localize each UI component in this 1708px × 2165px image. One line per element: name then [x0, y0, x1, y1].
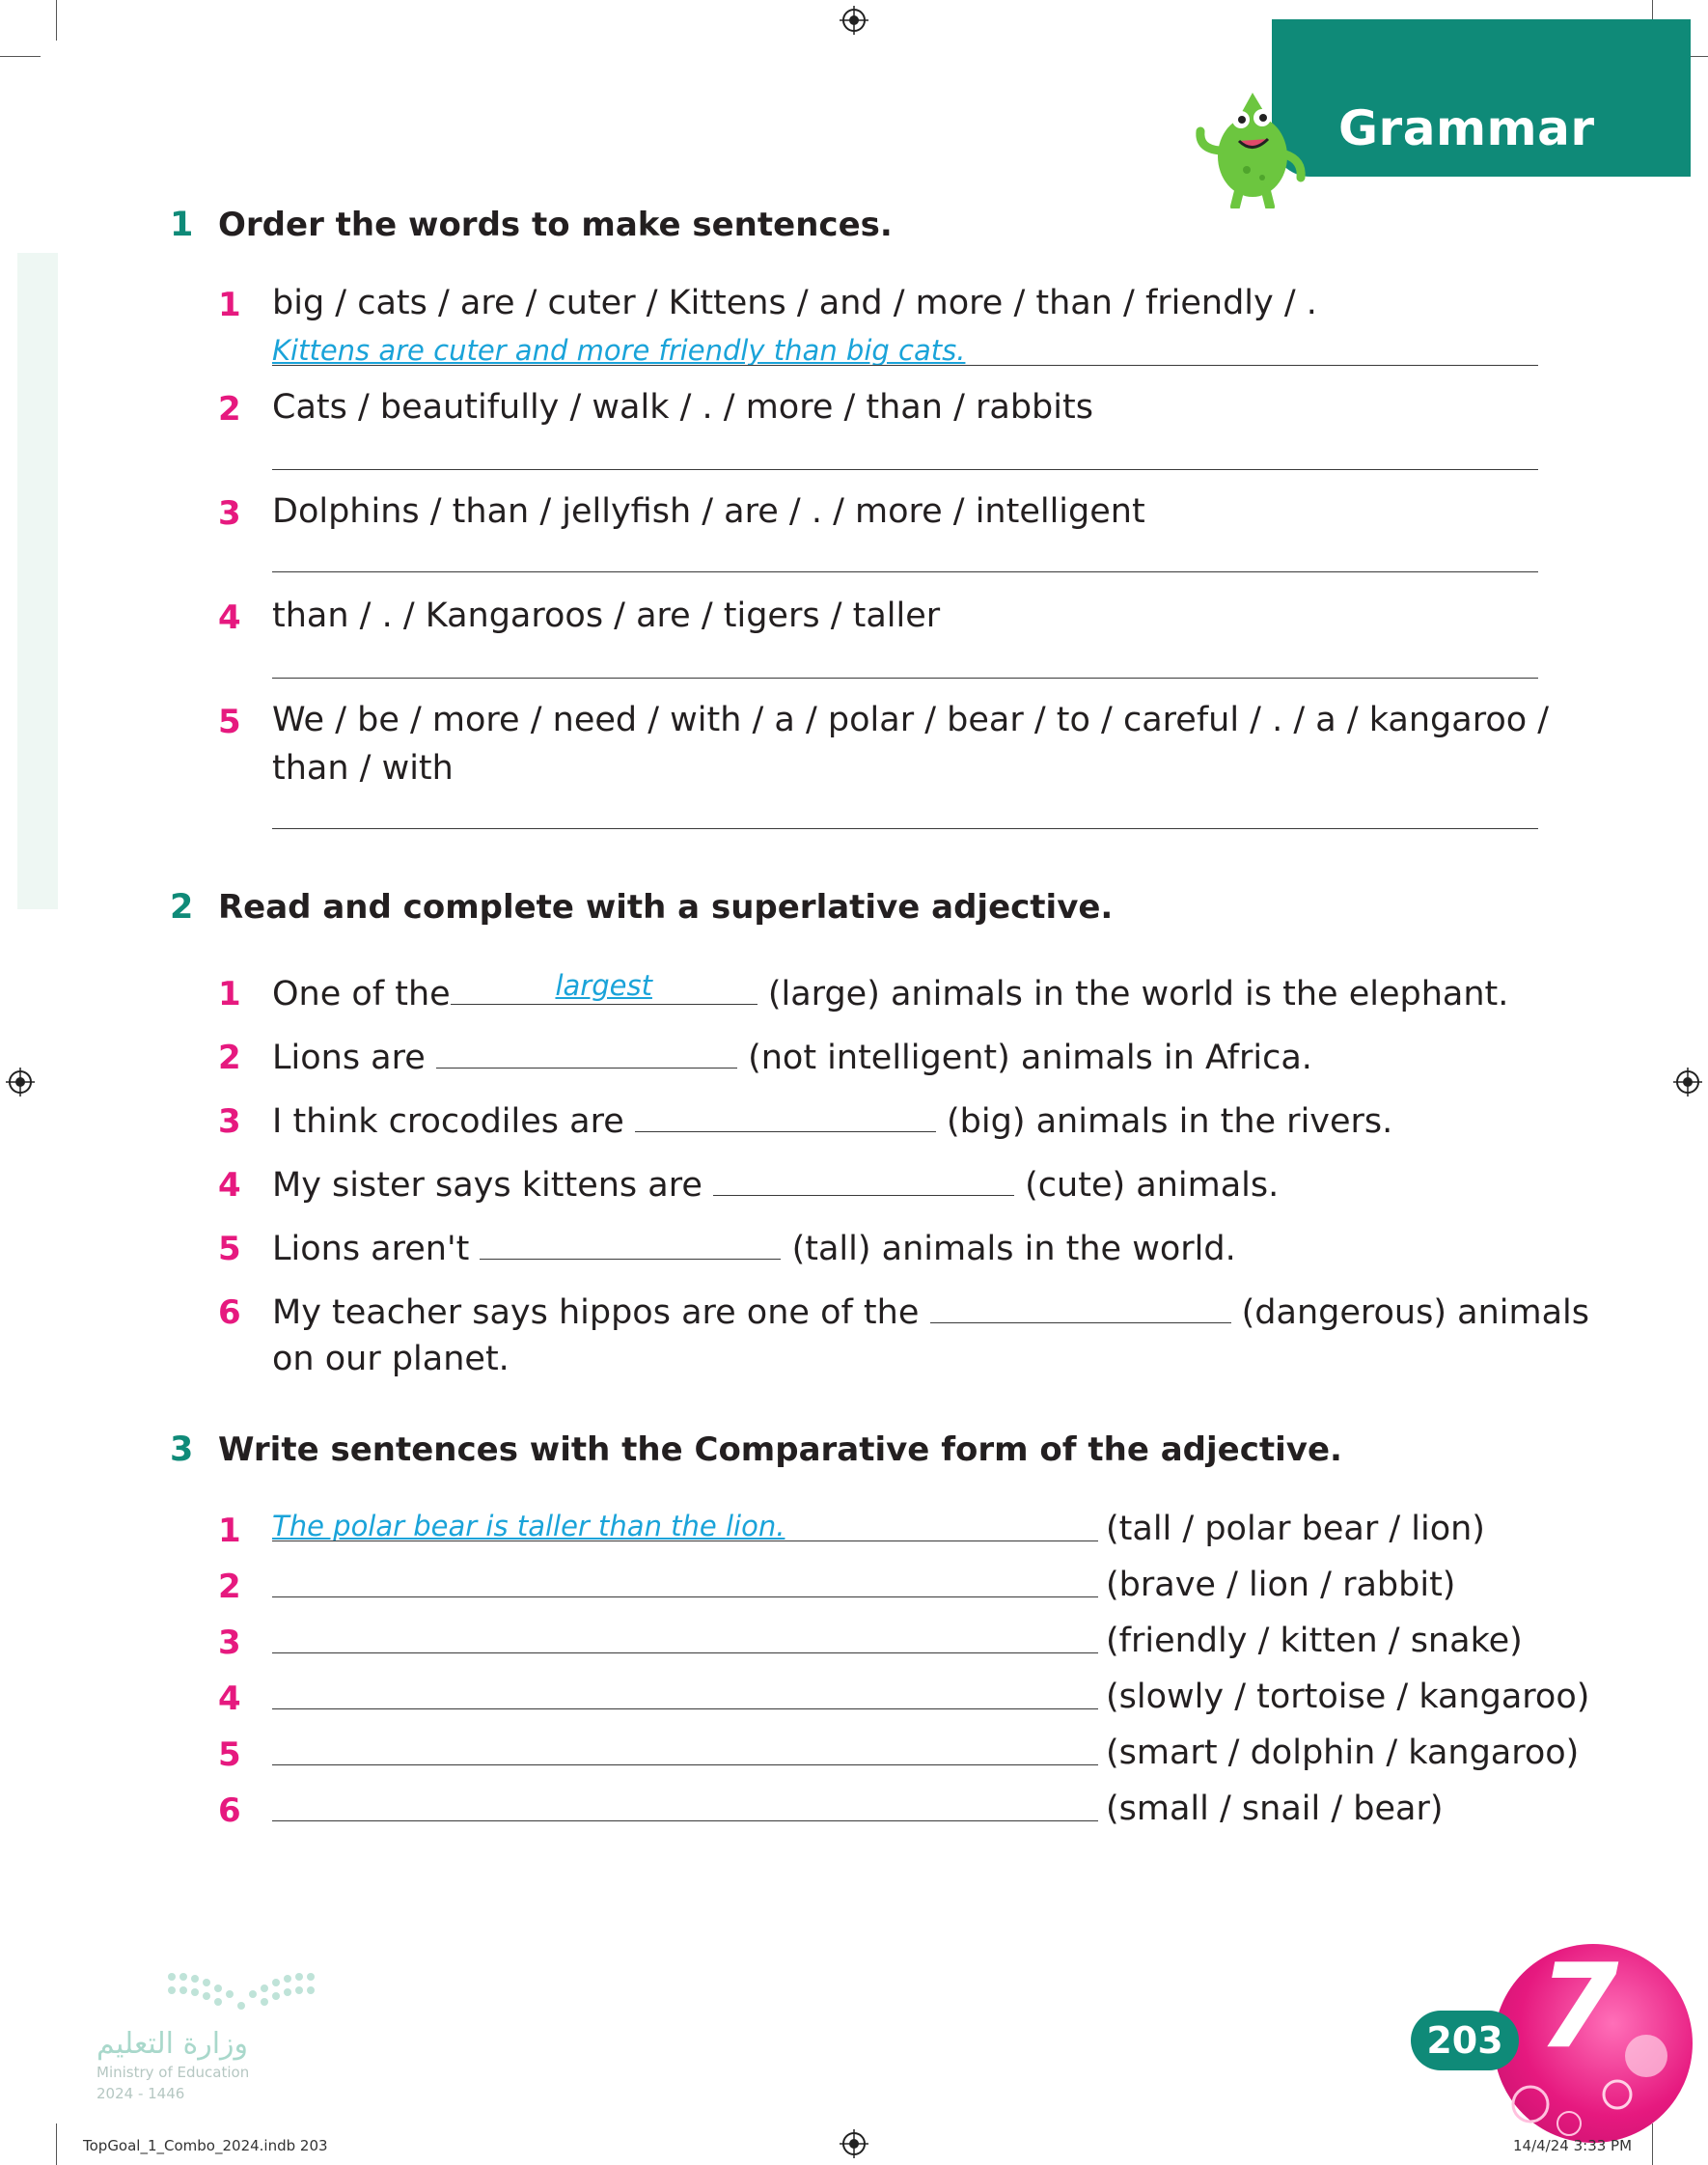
word-prompt: than / . / Kangaroos / are / tigers / taller	[272, 597, 941, 635]
answer-blank[interactable]	[930, 1291, 1231, 1323]
gap-sentence	[272, 1100, 1392, 1141]
word-prompt: We / be / more / need / with / a / polar / bear / to / careful / . / a / kangaroo /	[272, 701, 1550, 739]
answer-line[interactable]	[272, 1596, 1098, 1597]
answer-line[interactable]	[272, 1764, 1098, 1765]
answer-line[interactable]	[272, 678, 1538, 679]
adjective-cue: (slowly / tortoise / kangaroo)	[1106, 1678, 1590, 1716]
exercise-number: 3	[170, 1430, 194, 1469]
sentence-before: Lions are	[272, 1039, 436, 1077]
answer-line[interactable]	[272, 828, 1538, 829]
ministry-logo-icon	[164, 1967, 318, 2015]
item-number: 5	[218, 1735, 241, 1774]
answer-text: Kittens are cuter and more friendly than big cats.	[272, 334, 966, 367]
answer-line[interactable]	[272, 469, 1538, 470]
gap-sentence	[272, 1164, 1279, 1205]
item-number: 4	[218, 1679, 241, 1718]
item-number: 1	[218, 1512, 241, 1550]
word-prompt-continued: than / with	[272, 749, 454, 788]
registration-mark-icon	[6, 1068, 35, 1096]
sentence-before: My sister says kittens are	[272, 1166, 713, 1205]
section-title: Grammar	[1338, 100, 1595, 156]
exercise-title: Read and complete with a superlative adjective.	[218, 888, 1114, 927]
ministry-arabic-name: وزارة التعليم	[96, 2027, 249, 2061]
answer-blank[interactable]	[480, 1228, 781, 1260]
answer-blank[interactable]	[436, 1037, 737, 1069]
item-number: 6	[218, 1791, 241, 1830]
answer-line[interactable]	[272, 571, 1538, 572]
item-number: 2	[218, 1568, 241, 1606]
ministry-english-name: Ministry of Education	[96, 2064, 250, 2081]
sentence-before: Lions aren't	[272, 1230, 481, 1268]
item-number: 3	[218, 494, 241, 533]
adjective-cue: (smart / dolphin / kangaroo)	[1106, 1734, 1580, 1772]
sentence-after: (tall) animals in the world.	[791, 1230, 1236, 1268]
answer-line[interactable]	[272, 1820, 1098, 1821]
word-prompt: Dolphins / than / jellyfish / are / . / more / intelligent	[272, 492, 1145, 531]
print-date: 14/4/24 3:33 PM	[1513, 2137, 1633, 2154]
answer-blank[interactable]	[713, 1164, 1014, 1196]
exercise-title: Write sentences with the Comparative form of the adjective.	[218, 1430, 1342, 1469]
crop-mark	[56, 0, 57, 41]
gap-sentence	[272, 969, 1509, 1013]
word-prompt: big / cats / are / cuter / Kittens / and / more / than / friendly / .	[272, 284, 1317, 322]
adjective-cue: (friendly / kitten / snake)	[1106, 1622, 1523, 1660]
registration-mark-icon	[840, 2129, 868, 2158]
gap-sentence	[272, 1291, 1589, 1332]
adjective-cue: (brave / lion / rabbit)	[1106, 1566, 1456, 1604]
item-number: 3	[218, 1102, 241, 1141]
item-number: 6	[218, 1293, 241, 1332]
item-number: 3	[218, 1624, 241, 1662]
exercise-number: 2	[170, 888, 194, 927]
green-monster-mascot-icon	[1193, 73, 1309, 208]
item-number: 1	[218, 975, 241, 1013]
gap-sentence	[272, 1037, 1312, 1077]
item-number: 2	[218, 390, 241, 429]
sentence-after: (large) animals in the world is the elephant.	[767, 975, 1509, 1013]
item-number: 4	[218, 598, 241, 637]
item-number: 4	[218, 1166, 241, 1205]
adjective-cue: (tall / polar bear / lion)	[1106, 1510, 1485, 1548]
file-info: TopGoal_1_Combo_2024.indb 203	[83, 2137, 328, 2154]
ministry-year: 2024 - 1446	[96, 2085, 185, 2102]
sentence-before: I think crocodiles are	[272, 1102, 635, 1141]
registration-mark-icon	[840, 6, 868, 35]
sentence-before: One of the	[272, 975, 451, 1013]
item-number: 5	[218, 1230, 241, 1268]
answer-blank[interactable]	[451, 969, 758, 1005]
adjective-cue: (small / snail / bear)	[1106, 1790, 1444, 1828]
word-prompt: Cats / beautifully / walk / . / more / than / rabbits	[272, 388, 1093, 427]
answer-line[interactable]	[272, 365, 1538, 366]
sentence-before: My teacher says hippos are one of the	[272, 1293, 930, 1332]
gap-sentence	[272, 1228, 1236, 1268]
answer-text: The polar bear is taller than the lion.	[272, 1510, 785, 1542]
crop-mark	[0, 56, 41, 57]
registration-mark-icon	[1673, 1068, 1702, 1096]
sentence-after: (cute) animals.	[1025, 1166, 1280, 1205]
exercise-number: 1	[170, 206, 194, 244]
sentence-after: (not intelligent) animals in Africa.	[748, 1039, 1312, 1077]
item-number: 5	[218, 703, 241, 741]
answer-blank[interactable]	[635, 1100, 936, 1132]
item-number: 2	[218, 1039, 241, 1077]
sentence-after: (big) animals in the rivers.	[947, 1102, 1393, 1141]
side-tint-strip	[17, 253, 58, 909]
answer-line[interactable]	[272, 1540, 1098, 1541]
unit-number: 7	[1538, 1940, 1619, 2074]
answer-text: largest	[555, 969, 652, 1002]
page-number: 203	[1411, 2011, 1519, 2070]
crop-mark	[56, 2123, 57, 2165]
gap-sentence-continued: on our planet.	[272, 1340, 510, 1378]
answer-line[interactable]	[272, 1652, 1098, 1653]
exercise-title: Order the words to make sentences.	[218, 206, 893, 244]
sentence-after: (dangerous) animals	[1241, 1293, 1589, 1332]
answer-line[interactable]	[272, 1708, 1098, 1709]
item-number: 1	[218, 286, 241, 324]
